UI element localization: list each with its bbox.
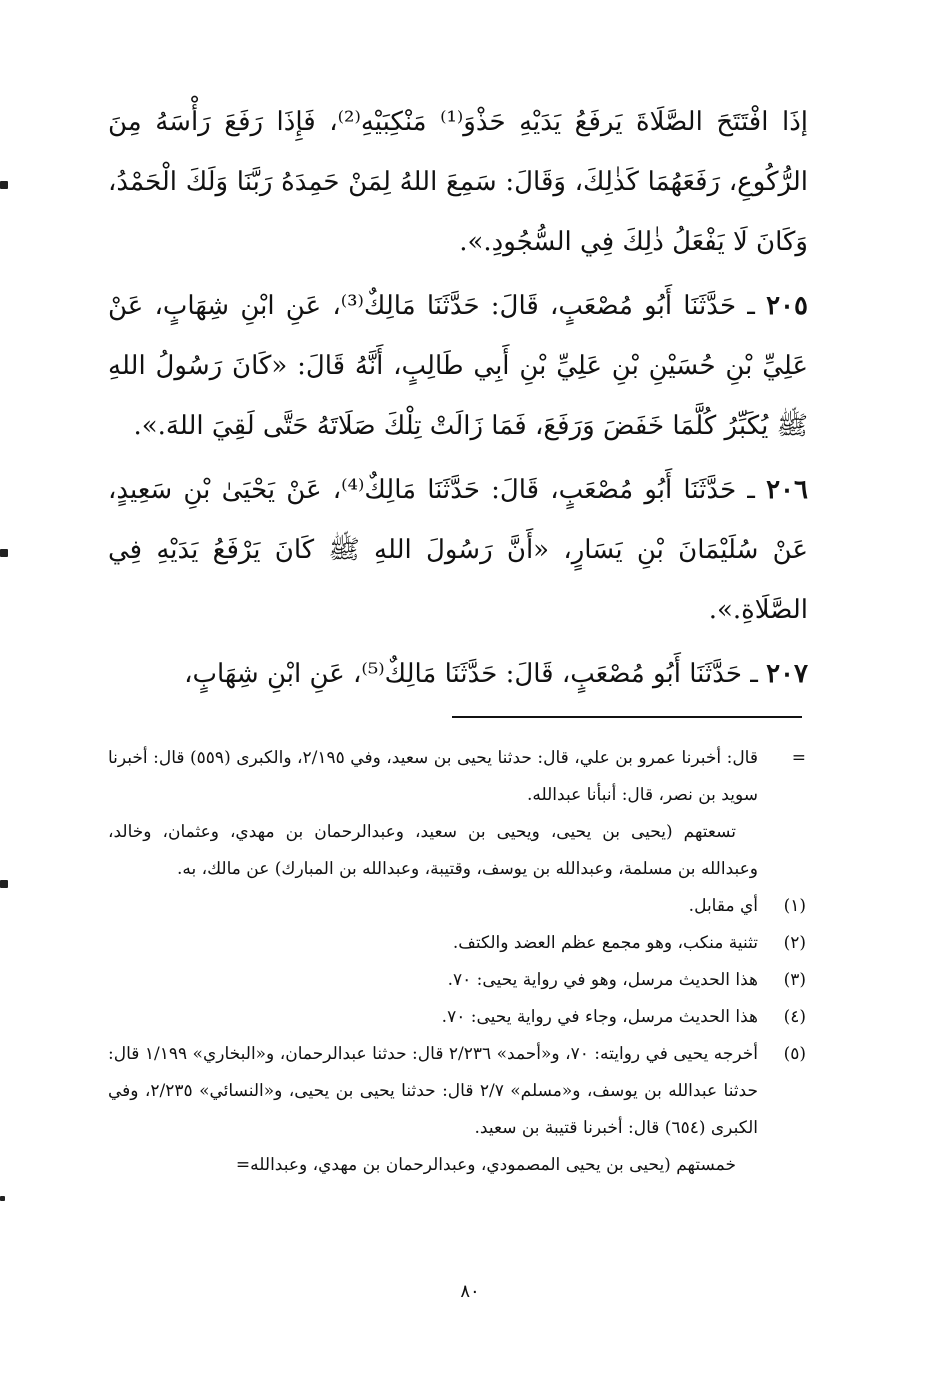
footnote-number: (١) bbox=[783, 896, 806, 916]
footnote-text: أي مقابل. bbox=[688, 896, 758, 916]
hadith-206 bbox=[108, 460, 808, 640]
footnote-2 bbox=[108, 925, 806, 962]
footnote-continuation bbox=[108, 740, 806, 814]
footnote-text: قال: أخبرنا عمرو بن علي، قال: حدثنا يحيى بن سعيد، وفي ٢/١٩٥، والكبرى (٥٥٩) قال: أخبرنا سويد بن نصر، قال: أنبأنا عبدالله. bbox=[108, 748, 758, 805]
hadith-text: ـ حَدَّثَنَا أَبُو مُصْعَبٍ، قَالَ: حَدَّثَنَا مَالِكٌ⁽⁴⁾، عَنْ يَحْيَىٰ بْنِ سَعِيدٍ، عَنْ سُلَيْمَانَ بْنِ يَسَارٍ، «أَنَّ رَسُولَ اللهِ ﷺ كَانَ يَرْفَعُ يَدَيْهِ فِي الصَّلَاةِ.». bbox=[108, 475, 808, 625]
footnote-5-continued bbox=[108, 1147, 806, 1184]
hadith-number: ٢٠٦ bbox=[766, 475, 808, 505]
page-number: ٨٠ bbox=[460, 1281, 480, 1302]
footnote-4 bbox=[108, 999, 806, 1036]
paragraph-text: إذَا افْتَتَحَ الصَّلَاةَ يَرفَعُ يَدَيْهِ حَذْوَ⁽¹⁾ مَنْكِبَيْهِ⁽²⁾، فَإِذَا رَفَعَ رَأْسَهُ مِنَ الرُّكُوعِ، رَفَعَهُمَا كَذٰلِكَ، وَقَالَ: سَمِعَ اللهُ لِمَنْ حَمِدَهُ رَبَّنَا وَلَكَ الْحَمْدُ، وَكَانَ لَا يَفْعَلُ ذٰلِكَ فِي السُّجُودِ.». bbox=[108, 107, 808, 257]
footnote-text: هذا الحديث مرسل، وجاء في رواية يحيى: ٧٠. bbox=[441, 1007, 758, 1027]
footnote-continuation-2 bbox=[108, 814, 806, 888]
footnote-text: تسعتهم (يحيى بن يحيى، ويحيى بن سعيد، وعبدالرحمان بن مهدي، وعثمان، وخالد، وعبدالله بن مسلمة، وعبدالله بن يوسف، وقتيبة، وعبدالله بن المبارك) عن مالك، به. bbox=[108, 822, 758, 879]
footnote-number: (٤) bbox=[783, 1007, 806, 1027]
hadith-205 bbox=[108, 276, 808, 456]
footnote-number: (٥) bbox=[783, 1044, 806, 1064]
scan-margin-mark bbox=[0, 549, 8, 557]
continuation-marker: = bbox=[791, 748, 806, 768]
footnote-text: أخرجه يحيى في روايته: ٧٠، و«أحمد» ٢/٢٣٦ قال: حدثنا عبدالرحمان، و«البخاري» ١/١٩٩ قال: حدثنا عبدالله بن يوسف، و«مسلم» ٢/٧ قال: حدثنا يحيى بن يحيى، و«النسائي» ٢/٢٣٥، وفي الكبرى (٦٥٤) قال: أخبرنا قتيبة بن سعيد. bbox=[108, 1044, 759, 1138]
footnote-number: (٢) bbox=[783, 933, 806, 953]
hadith-text: ـ حَدَّثَنَا أَبُو مُصْعَبٍ، قَالَ: حَدَّثَنَا مَالِكٌ⁽³⁾، عَنِ ابْنِ شِهَابٍ، عَنْ عَلِيِّ بْنِ حُسَيْنِ بْنِ عَلِيِّ بْنِ أَبِي طَالِبٍ، أَنَّهُ قَالَ: «كَانَ رَسُولُ اللهِ ﷺ يُكَبِّرُ كُلَّمَا خَفَضَ وَرَفَعَ، فَمَا زَالَتْ تِلْكَ صَلَاتَهُ حَتَّى لَقِيَ اللهَ.». bbox=[108, 291, 808, 441]
scan-margin-mark bbox=[0, 880, 8, 888]
footnote-number: (٣) bbox=[783, 970, 806, 990]
footnote-separator bbox=[452, 716, 802, 718]
hadith-number: ٢٠٧ bbox=[766, 659, 808, 689]
footnote-text: تثنية منكب، وهو مجمع عظم العضد والكتف. bbox=[452, 933, 758, 953]
main-text-block bbox=[108, 92, 808, 704]
scan-margin-mark bbox=[0, 1196, 5, 1201]
footnotes bbox=[108, 740, 806, 1184]
hadith-number: ٢٠٥ bbox=[766, 291, 808, 321]
footnote-text: خمستهم (يحيى بن يحيى المصمودي، وعبدالرحمان بن مهدي، وعبدالله= bbox=[235, 1155, 736, 1175]
paragraph-continuation bbox=[108, 92, 808, 272]
footnote-3 bbox=[108, 962, 806, 999]
hadith-207 bbox=[108, 644, 808, 704]
footnote-1 bbox=[108, 888, 806, 925]
footnote-text: هذا الحديث مرسل، وهو في رواية يحيى: ٧٠. bbox=[447, 970, 758, 990]
scan-margin-mark bbox=[0, 181, 8, 189]
footnote-5 bbox=[108, 1036, 806, 1147]
hadith-text: ـ حَدَّثَنَا أَبُو مُصْعَبٍ، قَالَ: حَدَّثَنَا مَالِكٌ⁽⁵⁾، عَنِ ابْنِ شِهَابٍ، bbox=[184, 659, 767, 689]
